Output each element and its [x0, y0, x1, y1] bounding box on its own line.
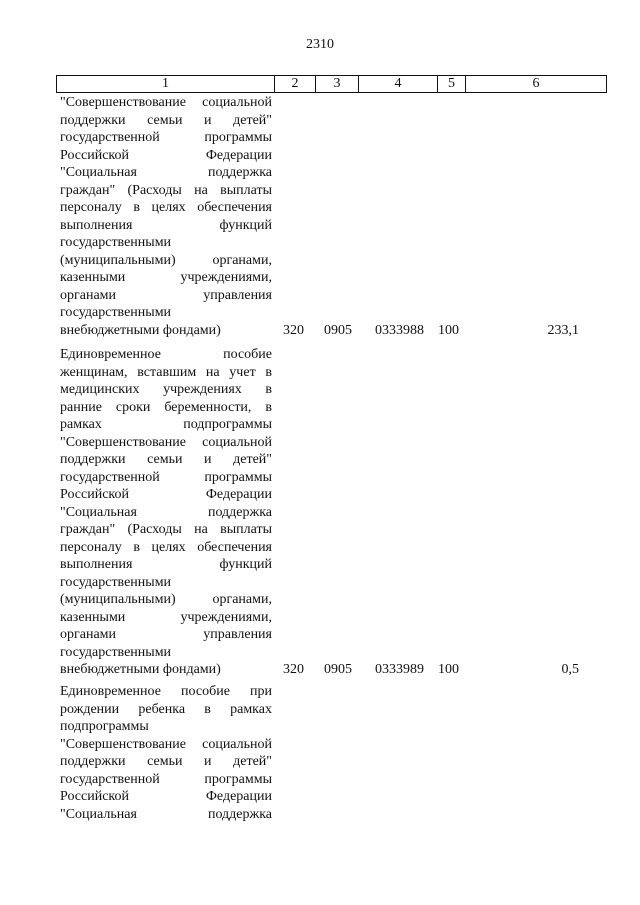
description-line: государственными: [60, 644, 172, 660]
row-description: [60, 683, 272, 823]
description-line: органами управления: [60, 627, 272, 642]
description-line: медицинских учреждениях в: [60, 382, 272, 397]
description-line: граждан" (Расходы на выплаты: [60, 522, 272, 537]
header-col-1: 1: [57, 76, 275, 93]
description-line: рождении ребенка в рамках: [60, 701, 272, 717]
description-line: "Социальная поддержка: [60, 806, 272, 822]
description-line: "Совершенствование социальной: [60, 736, 272, 752]
description-line: выполнения функций: [60, 217, 272, 233]
description-line: государственной программы: [60, 469, 272, 485]
description-line: государственной программы: [60, 130, 272, 145]
description-line: рамках подпрограммы: [60, 417, 272, 432]
description-line: Российской Федерации: [60, 487, 272, 502]
cell-col-5: 100: [438, 322, 459, 338]
description-line: Российской Федерации: [60, 789, 272, 804]
row-description: [60, 346, 272, 679]
cell-col-2: 320: [283, 662, 304, 677]
description-line: (муниципальными) органами,: [60, 592, 272, 607]
cell-col-4: 0333989: [375, 662, 424, 677]
description-line: "Социальная поддержка: [60, 504, 272, 520]
description-line: органами управления: [60, 287, 272, 303]
description-line: персоналу в целях обеспечения: [60, 200, 272, 215]
header-col-5: 5: [438, 76, 466, 93]
description-line: государственной программы: [60, 771, 272, 787]
cell-col-4: 0333988: [375, 322, 424, 338]
description-line: внебюджетными фондами): [60, 322, 221, 338]
description-line: ранние сроки беременности, в: [60, 399, 272, 415]
cell-col-2: 320: [283, 322, 304, 338]
description-line: казенными учреждениями,: [60, 609, 272, 625]
description-line: "Совершенствование социальной: [60, 434, 272, 450]
description-line: внебюджетными фондами): [60, 662, 221, 677]
description-line: подпрограммы: [60, 719, 149, 734]
header-col-6: 6: [466, 76, 607, 93]
cell-col-3: 0905: [324, 322, 352, 338]
description-line: Единовременное пособие при: [60, 684, 272, 699]
row-description: [60, 94, 272, 339]
description-line: (муниципальными) органами,: [60, 252, 272, 268]
description-line: казенными учреждениями,: [60, 270, 272, 285]
description-line: "Социальная поддержка: [60, 165, 272, 180]
description-line: граждан" (Расходы на выплаты: [60, 182, 272, 198]
table-header: [56, 75, 607, 93]
description-line: женщинам, вставшим на учет в: [60, 364, 272, 380]
description-line: государственными: [60, 235, 172, 250]
description-line: Российской Федерации: [60, 147, 272, 163]
cell-col-6: 0,5: [561, 662, 579, 677]
description-line: поддержки семьи и детей": [60, 452, 272, 467]
description-line: "Совершенствование социальной: [60, 95, 272, 110]
header-col-2: 2: [275, 76, 316, 93]
description-line: поддержки семьи и детей": [60, 112, 272, 128]
description-line: поддержки семьи и детей": [60, 754, 272, 769]
description-line: государственными: [60, 574, 172, 590]
header-col-4: 4: [359, 76, 438, 93]
description-line: Единовременное пособие: [60, 347, 272, 362]
header-col-3: 3: [316, 76, 359, 93]
page-number: 2310: [306, 37, 334, 52]
description-line: выполнения функций: [60, 557, 272, 572]
cell-col-6: 233,1: [547, 322, 579, 338]
cell-col-5: 100: [438, 662, 459, 677]
description-line: персоналу в целях обеспечения: [60, 539, 272, 555]
cell-col-3: 0905: [324, 662, 352, 677]
description-line: государственными: [60, 305, 172, 320]
